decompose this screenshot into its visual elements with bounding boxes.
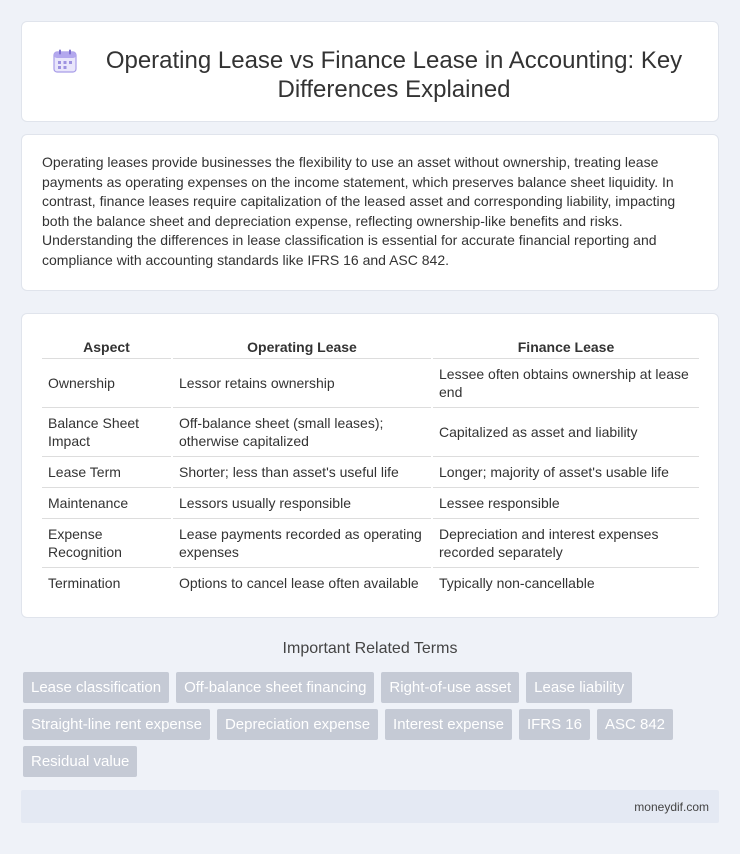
tag-ifrs-16[interactable]: IFRS 16 [519, 709, 590, 740]
cell-aspect: Expense Recognition [42, 518, 172, 567]
table-header-row [42, 336, 699, 358]
related-terms-heading: Important Related Terms [282, 640, 458, 657]
tag-asc-842[interactable]: ASC 842 [597, 709, 673, 740]
comparison-table [42, 336, 699, 598]
page-title: Operating Lease vs Finance Lease in Accounting: Key Differences Explained [105, 47, 683, 103]
title-card [21, 21, 719, 122]
cell-operating: Shorter; less than asset's useful life [172, 456, 432, 487]
intro-paragraph: Operating leases provide businesses the flexibility to use an asset without ownership, treating lease payments as operating expenses on the income statement, which preserves balance sheet liquidity. In contrast, finance leases require capitalization of the leased asset and corresponding liability, impacting both the balance sheet and depreciation expense, reflecting ownership-like benefits and risks. Understanding the differences in lease classification is essential for accurate financial reporting and compliance with accounting standards like IFRS 16 and ASC 842. [42, 154, 676, 268]
cell-aspect: Termination [48, 574, 121, 591]
title-row [22, 22, 718, 104]
tag-straight-line-rent-expense[interactable]: Straight-line rent expense [23, 709, 210, 740]
table-row [42, 518, 699, 567]
tag-lease-classification[interactable]: Lease classification [23, 672, 169, 703]
cell-aspect: Ownership [42, 358, 172, 407]
cell-operating: Lessors usually responsible [172, 487, 432, 518]
cell-finance: Longer; majority of asset's usable life [432, 456, 699, 487]
cell-aspect: Maintenance [42, 487, 172, 518]
related-terms-list [23, 672, 713, 783]
cell-finance: Depreciation and interest expenses recorded separately [432, 518, 699, 567]
table-row [42, 358, 699, 407]
intro-card [21, 134, 719, 291]
cell-operating: Lessor retains ownership [172, 358, 432, 407]
footer-site-link[interactable]: moneydif.com [634, 800, 709, 814]
header-finance-lease: Finance Lease [432, 336, 699, 358]
tag-lease-liability[interactable]: Lease liability [526, 672, 632, 703]
cell-operating: Lease payments recorded as operating expenses [172, 518, 432, 567]
header-operating-lease: Operating Lease [172, 336, 432, 358]
cell-finance: Typically non-cancellable [432, 567, 699, 598]
cell-aspect: Lease Term [42, 456, 172, 487]
tag-interest-expense[interactable]: Interest expense [385, 709, 512, 740]
cell-operating: Options to cancel lease often available [172, 567, 432, 598]
cell-finance: Capitalized as asset and liability [432, 407, 699, 456]
table-row [42, 407, 699, 456]
cell-finance: Lessee often obtains ownership at lease end [432, 358, 699, 407]
footer [21, 790, 719, 823]
calendar-icon [52, 48, 78, 74]
tag-right-of-use-asset[interactable]: Right-of-use asset [381, 672, 519, 703]
cell-finance: Lessee responsible [432, 487, 699, 518]
tag-depreciation-expense[interactable]: Depreciation expense [217, 709, 378, 740]
comparison-card [21, 313, 719, 618]
tag-off-balance-sheet-financing[interactable]: Off-balance sheet financing [176, 672, 374, 703]
header-aspect: Aspect [42, 336, 172, 358]
cell-aspect: Balance Sheet Impact [42, 407, 172, 456]
table-row [42, 567, 699, 598]
table-row [42, 487, 699, 518]
table-row [42, 456, 699, 487]
tag-residual-value[interactable]: Residual value [23, 746, 137, 777]
cell-operating: Off-balance sheet (small leases); otherwise capitalized [172, 407, 432, 456]
